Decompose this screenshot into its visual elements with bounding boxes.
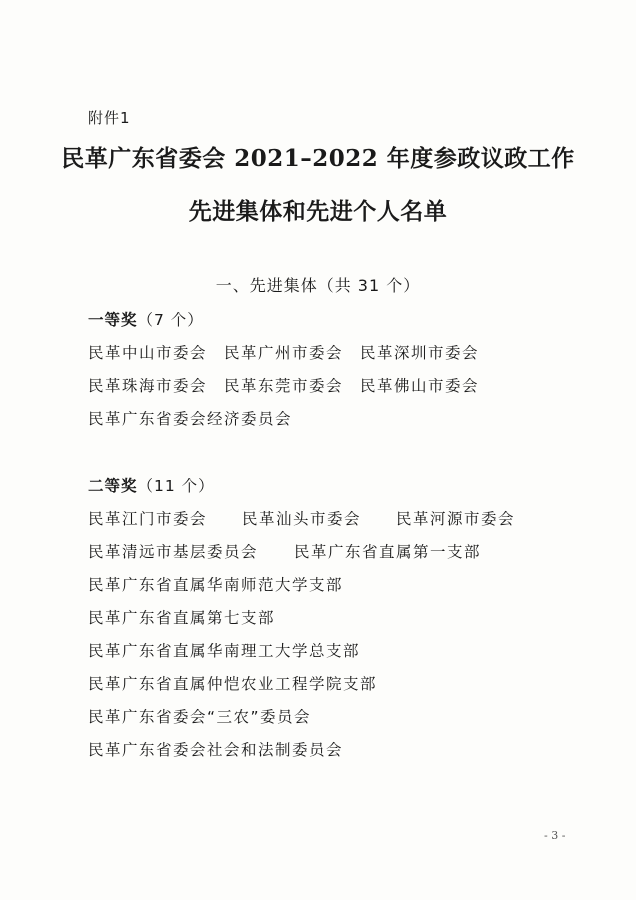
list-row xyxy=(88,573,343,595)
list-item: 民革佛山市委会 xyxy=(360,377,480,395)
section-heading-advanced-collectives: 一、先进集体（共 31 个） xyxy=(215,276,421,295)
document-title-line-2: 先进集体和先进个人名单 xyxy=(188,198,448,225)
list-row xyxy=(88,374,479,396)
list-row xyxy=(88,672,377,694)
list-item: 民革广东省直属华南师范大学支部 xyxy=(88,576,344,594)
list-item: 民革广东省委会“三农”委员会 xyxy=(88,708,312,726)
list-item: 民革深圳市委会 xyxy=(360,344,480,362)
list-item: 民革广东省委会经济委员会 xyxy=(88,410,293,428)
list-row xyxy=(88,738,343,760)
list-item: 民革河源市委会 xyxy=(396,510,516,528)
first-prize-count: （7 个） xyxy=(137,311,204,329)
list-item: 民革珠海市委会 xyxy=(88,377,208,395)
list-row xyxy=(88,639,360,661)
list-item: 民革广州市委会 xyxy=(224,344,344,362)
list-item: 民革汕头市委会 xyxy=(242,510,362,528)
first-prize-heading xyxy=(88,308,204,330)
first-prize-label: 一等奖 xyxy=(88,311,138,329)
second-prize-label: 二等奖 xyxy=(88,477,138,495)
second-prize-count: （11 个） xyxy=(137,477,215,495)
list-item: 民革广东省直属仲恺农业工程学院支部 xyxy=(88,675,378,693)
list-row xyxy=(88,705,311,727)
list-item: 民革广东省委会社会和法制委员会 xyxy=(88,741,344,759)
page-number: - 3 - xyxy=(544,829,566,842)
list-item: 民革广东省直属第一支部 xyxy=(294,543,482,561)
list-item: 民革广东省直属华南理工大学总支部 xyxy=(88,642,361,660)
list-row xyxy=(88,606,275,628)
second-prize-heading xyxy=(88,474,215,496)
document-title-line-1: 民革广东省委会 2021–2022 年度参政议政工作 xyxy=(61,145,575,172)
list-item: 民革江门市委会 xyxy=(88,510,208,528)
attachment-label: 附件1 xyxy=(88,109,131,127)
list-item: 民革广东省直属第七支部 xyxy=(88,609,276,627)
list-row xyxy=(88,540,481,562)
list-row xyxy=(88,341,479,363)
list-item: 民革清远市基层委员会 xyxy=(88,543,259,561)
list-item: 民革东莞市委会 xyxy=(224,377,344,395)
list-row xyxy=(88,407,292,429)
list-row xyxy=(88,507,515,529)
list-item: 民革中山市委会 xyxy=(88,344,208,362)
